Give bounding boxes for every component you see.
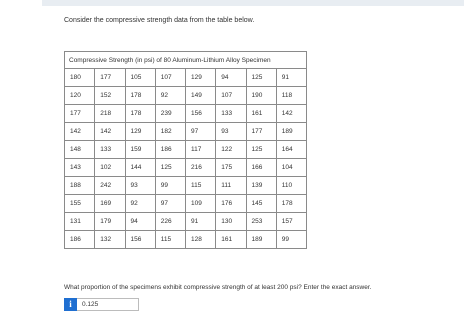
- table-cell: 97: [186, 123, 216, 141]
- table-cell: 125: [155, 159, 185, 177]
- table-cell: 218: [95, 105, 125, 123]
- table-cell: 179: [95, 213, 125, 231]
- table-row: [65, 231, 307, 249]
- table-cell: 239: [155, 105, 185, 123]
- table-cell: 144: [125, 159, 155, 177]
- table-cell: 182: [155, 123, 185, 141]
- table-row: [65, 177, 307, 195]
- table-cell: 107: [216, 87, 246, 105]
- table-cell: 189: [276, 123, 306, 141]
- table-cell: 92: [155, 87, 185, 105]
- table-cell: 91: [186, 213, 216, 231]
- table-cell: 178: [125, 87, 155, 105]
- table-cell: 133: [95, 141, 125, 159]
- table-caption: Compressive Strength (in psi) of 80 Aluminum-Lithium Alloy Specimen: [65, 52, 307, 69]
- table-cell: 142: [276, 105, 306, 123]
- table-cell: 111: [216, 177, 246, 195]
- table-cell: 177: [95, 69, 125, 87]
- table-cell: 110: [276, 177, 306, 195]
- table-cell: 125: [246, 141, 276, 159]
- table-cell: 156: [186, 105, 216, 123]
- table-cell: 129: [186, 69, 216, 87]
- table-cell: 129: [125, 123, 155, 141]
- answer-input[interactable]: [77, 298, 139, 311]
- table-cell: 157: [276, 213, 306, 231]
- table-cell: 118: [276, 87, 306, 105]
- table-cell: 190: [246, 87, 276, 105]
- table-row: [65, 159, 307, 177]
- table-cell: 186: [155, 141, 185, 159]
- table-cell: 97: [155, 195, 185, 213]
- table-row: [65, 123, 307, 141]
- table-cell: 93: [216, 123, 246, 141]
- table-cell: 122: [216, 141, 246, 159]
- table-cell: 166: [246, 159, 276, 177]
- table-cell: 92: [125, 195, 155, 213]
- table-cell: 102: [95, 159, 125, 177]
- table-cell: 125: [246, 69, 276, 87]
- table-cell: 130: [216, 213, 246, 231]
- table-cell: 159: [125, 141, 155, 159]
- table-cell: 131: [65, 213, 95, 231]
- table-cell: 132: [95, 231, 125, 249]
- table-row: [65, 141, 307, 159]
- table-cell: 91: [276, 69, 306, 87]
- table-cell: 142: [95, 123, 125, 141]
- table-cell: 242: [95, 177, 125, 195]
- table-row: [65, 195, 307, 213]
- table-cell: 115: [155, 231, 185, 249]
- top-bar: [42, 0, 464, 6]
- table-cell: 109: [186, 195, 216, 213]
- table-cell: 161: [246, 105, 276, 123]
- table-cell: 148: [65, 141, 95, 159]
- table-cell: 186: [65, 231, 95, 249]
- table-cell: 143: [65, 159, 95, 177]
- table-cell: 178: [125, 105, 155, 123]
- table-cell: 152: [95, 87, 125, 105]
- intro-text: Consider the compressive strength data from the table below.: [64, 17, 255, 24]
- table-cell: 178: [276, 195, 306, 213]
- table-row: [65, 213, 307, 231]
- table-cell: 120: [65, 87, 95, 105]
- table-cell: 99: [276, 231, 306, 249]
- table-cell: 99: [155, 177, 185, 195]
- table-cell: 117: [186, 141, 216, 159]
- table-cell: 177: [246, 123, 276, 141]
- table-cell: 188: [65, 177, 95, 195]
- answer-row: [64, 298, 139, 311]
- table-cell: 180: [65, 69, 95, 87]
- table-cell: 115: [186, 177, 216, 195]
- table-cell: 142: [65, 123, 95, 141]
- table-cell: 128: [186, 231, 216, 249]
- table-cell: 175: [216, 159, 246, 177]
- table-cell: 226: [155, 213, 185, 231]
- table-cell: 161: [216, 231, 246, 249]
- table-cell: 253: [246, 213, 276, 231]
- table-row: [65, 87, 307, 105]
- question-text: What proportion of the specimens exhibit compressive strength of at least 200 psi? Enter the exact answer.: [64, 284, 372, 291]
- table-cell: 139: [246, 177, 276, 195]
- table-cell: 169: [95, 195, 125, 213]
- info-icon[interactable]: i: [64, 298, 77, 311]
- table-cell: 149: [186, 87, 216, 105]
- table-cell: 177: [65, 105, 95, 123]
- table-cell: 155: [65, 195, 95, 213]
- table-header-row: [65, 52, 307, 69]
- table-cell: 133: [216, 105, 246, 123]
- table-cell: 176: [216, 195, 246, 213]
- table-cell: 145: [246, 195, 276, 213]
- table-cell: 107: [155, 69, 185, 87]
- data-table: [64, 51, 307, 249]
- table-cell: 105: [125, 69, 155, 87]
- table-cell: 189: [246, 231, 276, 249]
- table-row: [65, 105, 307, 123]
- table-cell: 104: [276, 159, 306, 177]
- table-cell: 93: [125, 177, 155, 195]
- table-cell: 164: [276, 141, 306, 159]
- table-cell: 156: [125, 231, 155, 249]
- table-cell: 94: [125, 213, 155, 231]
- table-row: [65, 69, 307, 87]
- table-cell: 94: [216, 69, 246, 87]
- table-body: [65, 69, 307, 249]
- table-cell: 216: [186, 159, 216, 177]
